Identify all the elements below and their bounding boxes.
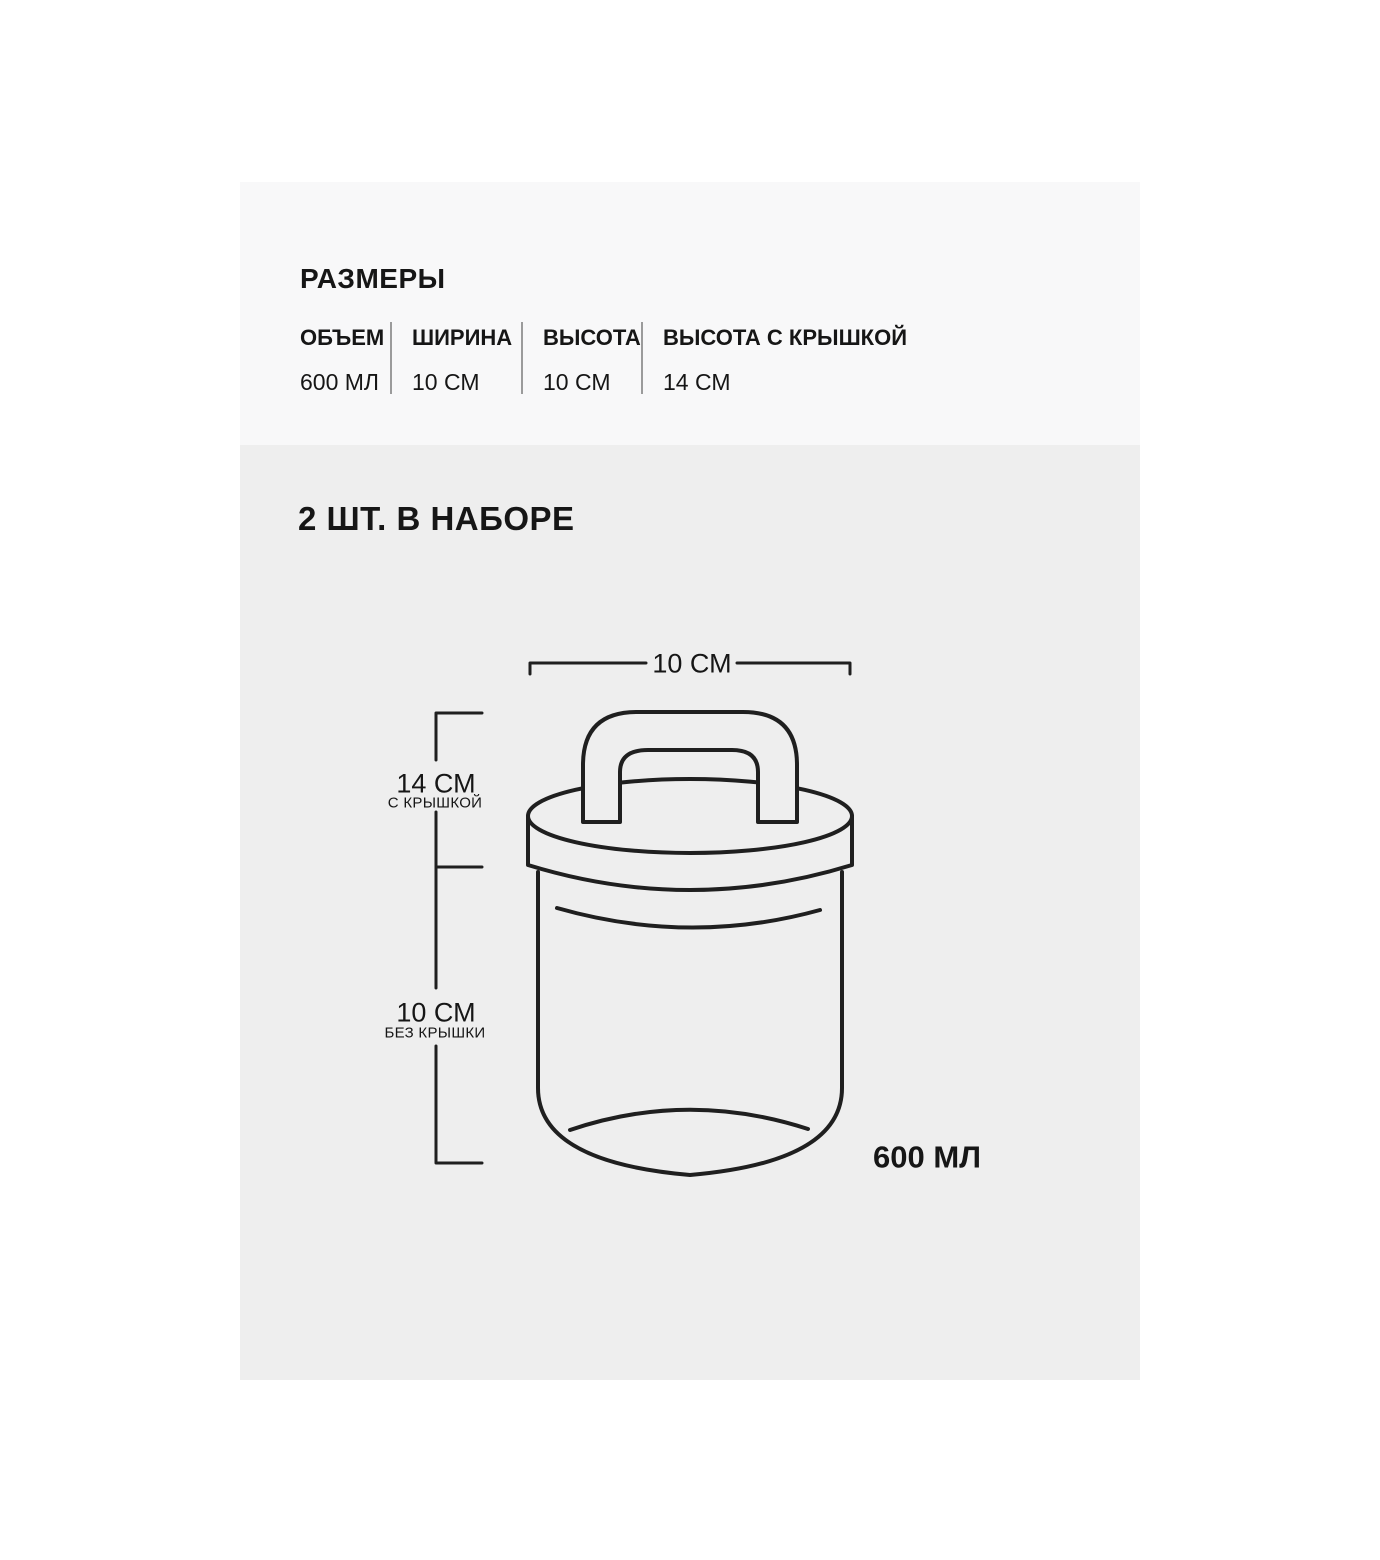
height-without-lid-caption: БЕЗ КРЫШКИ bbox=[384, 1024, 486, 1042]
column-header: ОБЪЕМ bbox=[300, 325, 385, 350]
height-with-lid-value: 14 СМ bbox=[396, 768, 476, 799]
height-without-lid-value: 10 СМ bbox=[396, 997, 476, 1028]
set-heading: 2 ШТ. В НАБОРЕ bbox=[298, 500, 575, 538]
jar-bottom-line bbox=[570, 1110, 808, 1130]
volume-label: 600 МЛ bbox=[873, 1139, 981, 1175]
width-dimension-label: 10 СМ bbox=[652, 648, 732, 679]
column-value: 10 СМ bbox=[412, 369, 480, 395]
column-header: ВЫСОТА С КРЫШКОЙ bbox=[663, 325, 908, 350]
column-value: 10 СМ bbox=[543, 369, 611, 395]
lid-top-ellipse bbox=[528, 779, 852, 853]
column-header: ШИРИНА bbox=[412, 325, 513, 350]
dimensions-title: РАЗМЕРЫ bbox=[300, 262, 446, 294]
column-value: 14 СМ bbox=[663, 369, 731, 395]
lid-handle bbox=[583, 712, 797, 822]
column-value: 600 МЛ bbox=[300, 369, 380, 395]
column-header: ВЫСОТА bbox=[543, 325, 641, 350]
height-with-lid-caption: С КРЫШКОЙ bbox=[387, 794, 483, 812]
jar-mouth-line bbox=[557, 908, 820, 928]
